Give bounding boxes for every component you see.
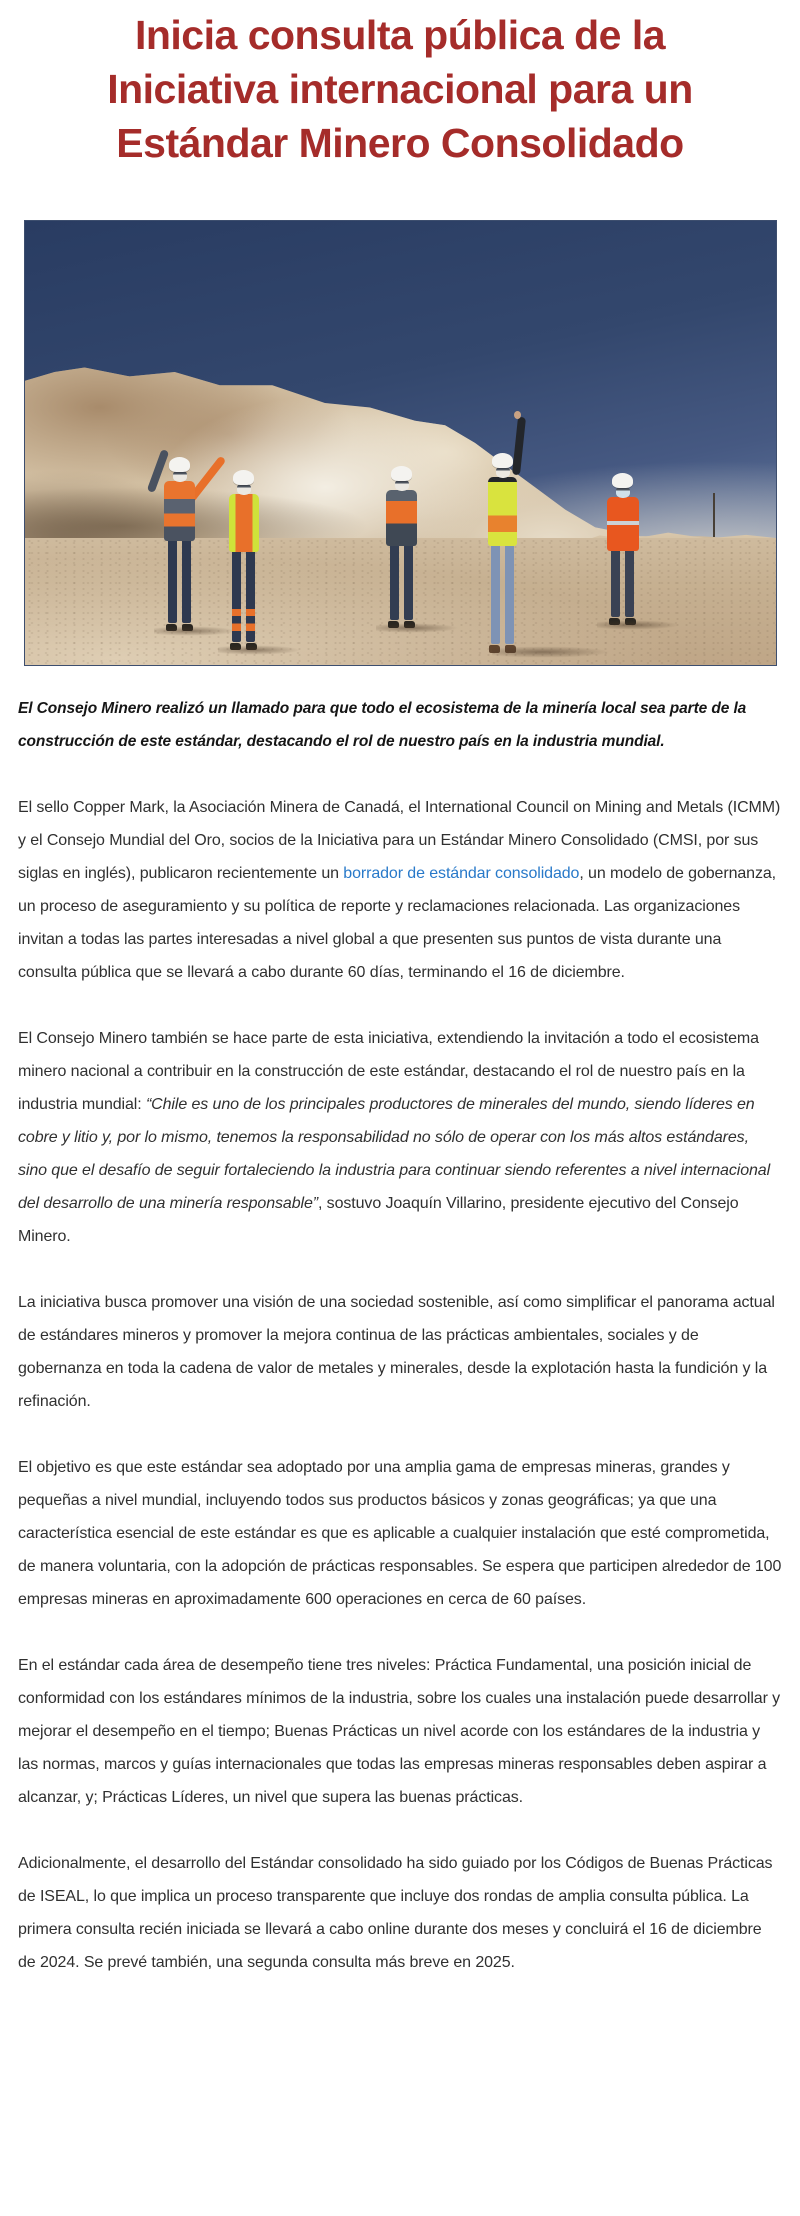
utility-pole xyxy=(713,493,715,537)
safety-helmet xyxy=(612,473,633,488)
thumbs-up-hand xyxy=(514,411,521,419)
leg xyxy=(625,549,634,617)
safety-vest xyxy=(607,497,639,551)
article-paragraph xyxy=(18,1022,782,1253)
safety-vest xyxy=(488,477,517,546)
face-mask xyxy=(173,471,187,482)
safety-vest xyxy=(386,490,417,546)
leg xyxy=(505,544,514,644)
miner-figure-2 xyxy=(216,470,272,650)
face-mask xyxy=(395,480,409,491)
ground-shadow xyxy=(376,623,460,633)
leg xyxy=(168,539,177,623)
leg xyxy=(491,544,500,644)
text-segment: , un modelo de gobernanza, un proceso de aseguramiento y su política de reporte y reclamaciones relacionada. Las organizaciones invitan a todas las partes interesadas a nivel global a que presenten sus puntos de vista durante una consulta pública que se llevará a cabo durante 60 días, terminando el 16 de diciembre. xyxy=(18,865,777,981)
face-mask xyxy=(496,467,510,478)
text-segment: El sello Copper Mark, la Asociación Minera de Canadá, el International Council on Mining and Metals (ICMM) y el Consejo Mundial del Oro, socios de la Iniciativa para un Estándar Minero Consolidado (CMSI, por sus siglas en inglés), publicaron recientemente un xyxy=(18,799,781,882)
face-mask xyxy=(616,487,630,498)
safety-helmet xyxy=(233,470,254,485)
leg xyxy=(390,544,399,620)
miner-figure-3 xyxy=(374,466,430,628)
article-paragraph xyxy=(18,1451,782,1616)
article-paragraph xyxy=(18,1649,782,1814)
article-title: Inicia consulta pública de la Iniciativa internacional para un Estándar Minero Consolidado xyxy=(107,12,693,166)
article-content xyxy=(0,692,800,2009)
text-segment: La iniciativa busca promover una visión de una sociedad sostenible, así como simplificar el panorama actual de estándares mineros y promover la mejora continua de las prácticas ambientales, sociales y de gobernanza en toda la cadena de valor de metales y minerales, desde la explotación hasta la fundición y la refinación. xyxy=(18,1294,775,1410)
text-segment: , sostuvo Joaquín Villarino, presidente ejecutivo del Consejo Minero. xyxy=(18,1195,739,1245)
ground-shadow xyxy=(218,645,302,655)
text-segment: En el estándar cada área de desempeño tiene tres niveles: Práctica Fundamental, una posición inicial de conformidad con los estándares mínimos de la industria, sobre los cuales una instalación puede desarrollar y mejorar el desempeño en el tiempo; Buenas Prácticas un nivel acorde con los estándares de la industria y las normas, marcos y guías internacionales que todas las empresas mineras responsables deben aspirar a alcanzar, y; Prácticas Líderes, un nivel que supera las buenas prácticas. xyxy=(18,1657,781,1806)
safety-vest xyxy=(229,494,259,552)
safety-helmet xyxy=(492,453,513,468)
miner-figure-4 xyxy=(477,453,529,653)
hero-image xyxy=(24,220,777,666)
safety-helmet xyxy=(391,466,412,481)
face-mask xyxy=(237,484,251,495)
text-segment: El Consejo Minero también se hace parte de esta iniciativa, extendiendo la invitación a todo el ecosistema minero nacional a contribuir en la construcción de este estándar, destacando el rol de nuestro país en la industria mundial: xyxy=(18,1030,759,1113)
leg xyxy=(611,549,620,617)
article-page xyxy=(0,8,800,2009)
safety-helmet xyxy=(169,457,190,472)
leg xyxy=(246,550,255,642)
leg xyxy=(232,550,241,642)
text-segment: El objetivo es que este estándar sea adoptado por una amplia gama de empresas mineras, grandes y pequeñas a nivel mundial, incluyendo todos sus productos básicos y zonas geográficas; ya que una característica esencial de este estándar es que es aplicable a cualquier instalación que esté comprometida, de manera voluntaria, con la adopción de prácticas responsables. Se espera que participen alrededor de 100 empresas mineras en aproximadamente 600 operaciones en cerca de 60 países. xyxy=(18,1459,782,1608)
safety-vest xyxy=(164,481,195,541)
leg xyxy=(404,544,413,620)
miner-figure-5 xyxy=(595,473,651,625)
article-body xyxy=(18,791,782,1979)
estandar-consolidado-link[interactable]: borrador de estándar consolidado xyxy=(343,865,580,882)
quote-italic-segment: “Chile es uno de los principales productores de minerales del mundo, siendo líderes en cobre y litio y, por lo mismo, tenemos la responsabilidad no sólo de operar con los más altos estándares, sino que el desafío de seguir fortaleciendo la industria para continuar siendo referentes a nivel internacional del desarrollo de una minería responsable” xyxy=(18,1096,771,1212)
article-paragraph xyxy=(18,1286,782,1418)
article-paragraph xyxy=(18,1847,782,1979)
article-lead: El Consejo Minero realizó un llamado para que todo el ecosistema de la minería local sea parte de la construcción de este estándar, destacando el rol de nuestro país en la industria mundial. xyxy=(18,700,747,750)
leg xyxy=(182,539,191,623)
ground-shadow xyxy=(492,646,612,658)
bottom-spacer xyxy=(18,1979,782,2009)
ground-shadow xyxy=(597,620,681,630)
text-segment: Adicionalmente, el desarrollo del Estándar consolidado ha sido guiado por los Códigos de Buenas Prácticas de ISEAL, lo que implica un proceso transparente que incluye dos rondas de amplia consulta pública. La primera consulta recién iniciada se llevará a cabo online durante dos meses y concluirá el 16 de diciembre de 2024. Se prevé también, una segunda consulta más breve en 2025. xyxy=(18,1855,773,1971)
article-paragraph xyxy=(18,791,782,989)
